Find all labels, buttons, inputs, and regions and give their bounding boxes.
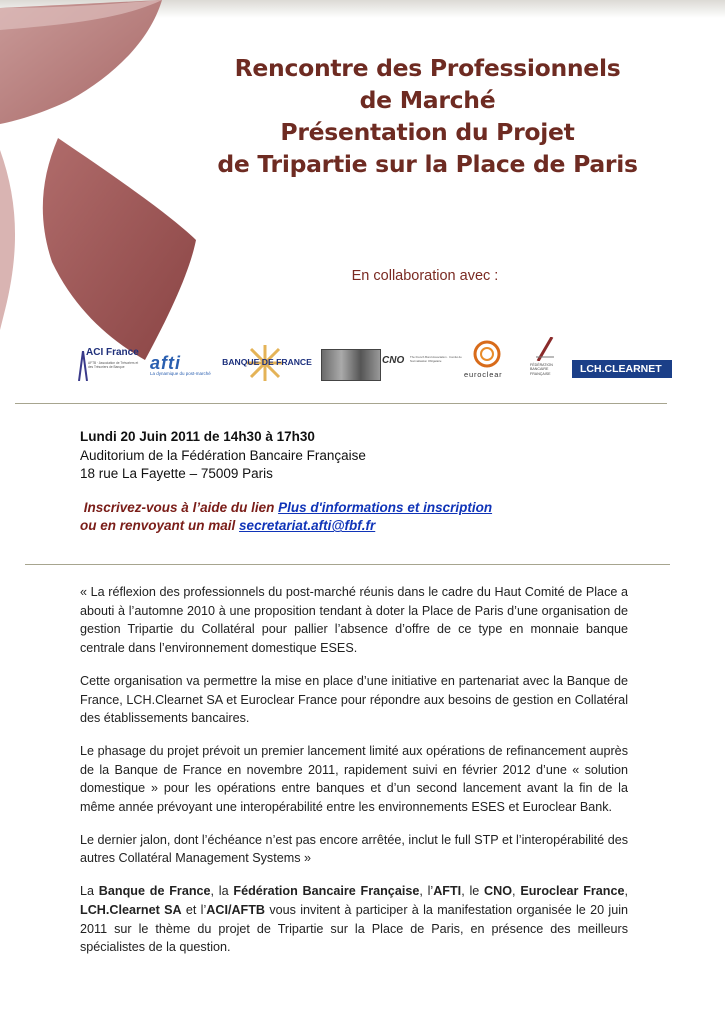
euroclear-logo [464,339,514,383]
aci-subtitle: AFTB · Association de Trésoriers et des Trésoriers de Banque [88,361,139,369]
left-curve-shape [0,150,15,330]
lch-name: LCH.CLEARNET [580,363,662,375]
title-line: de Tripartie sur la Place de Paris [217,150,638,178]
more-info-link[interactable]: Plus d'informations et inscription [278,500,493,515]
euroclear-name: euroclear [464,370,503,379]
title-line: Rencontre des Professionnels [234,54,621,82]
body-text [80,583,628,971]
cno-name: CNO [382,355,405,366]
event-venue: Auditorium de la Fédération Bancaire Française [80,447,366,463]
event-address: 18 rue La Fayette – 75009 Paris [80,466,273,481]
paragraph-3: Le phasage du projet prévoit un premier lancement limité aux opérations de refinancement auprès de la Banque de France en novembre 2011, rapidement suivi en février 2012 d’une « solution domestique » pour les opérations entre banques et d’un second lancement avant la fin de la même année prévoyant une interopérabilité entre les environnements ESES et Euroclear Bank. [80,743,628,815]
event-details [80,428,366,484]
partner-logos [78,337,678,383]
paragraph-5: La Banque de France, la Fédération Bancaire Française, l’AFTI, le CNO, Euroclear France, LCH.Clearnet SA et l’ACI/AFTB vous invitent à participer à la manifestation organisée le 20 juin 2011 sur le thème du projet de Tripartie sur la Place de Paris, en présence des meilleurs spécialistes de la question. [80,884,628,955]
paragraph-1: « La réflexion des professionnels du post-marché réunis dans le cadre du Haut Comité de Place a abouti à l’automne 2010 à une proposition tendant à doter la Place de Paris d’une organisation de gestion Tripartie du Collatéral pour pallier l’absence d’offre de ce type en monnaie banque centrale dans l’environnement domestique ESES. [80,585,628,656]
mail-line [80,517,492,535]
banque-de-france-logo [221,345,313,381]
mail-prefix: ou en renvoyant un mail [80,518,236,533]
fbf-mark-icon [536,337,554,361]
paragraph-2: Cette organisation va permettre la mise en place d’une initiative en partenariat avec la Banque de France, LCH.Clearnet SA et Euroclear France pour répondre aux besoins de gestion en Collatéral des établissements bancaires. [80,673,628,726]
photo-banner [321,349,381,381]
aci-france-logo [78,347,140,383]
mail-link[interactable]: secretariat.afti@fbf.fr [239,518,376,533]
afti-name: afti [150,353,181,373]
title-line: de Marché [359,86,496,114]
page-title [200,52,655,180]
fbf-name: FÉDÉRATION BANCAIRE FRANÇAISE [530,363,553,376]
signup-block [80,499,492,535]
afti-subtitle: La dynamique du post-marché [150,371,211,376]
title-line: Présentation du Projet [280,118,575,146]
collaboration-label: En collaboration avec : [351,268,499,284]
afti-logo [150,355,218,379]
cno-subtitle: The French Bond Association · Comité de Normalisation Obligataire [410,355,462,363]
divider-bottom [25,564,670,565]
bdf-name: BANQUE DE FRANCE [222,357,312,367]
aci-name: ACI France [86,347,139,358]
event-date: Lundi 20 Juin 2011 de 14h30 à 17h30 [80,429,315,444]
paragraph-4: Le dernier jalon, dont l’échéance n’est pas encore arrêtée, inclut le full STP et l’interopérabilité des autres Collatéral Management Systems » [80,832,628,866]
signup-prefix: Inscrivez-vous à l’aide du lien [83,500,275,515]
lower-leaf-shape [43,138,196,360]
divider-top [15,403,667,404]
cno-logo [382,355,462,377]
euroclear-swirl-icon [472,339,502,369]
lch-clearnet-logo [572,360,672,378]
signup-line [80,499,492,517]
fbf-logo [530,337,566,383]
